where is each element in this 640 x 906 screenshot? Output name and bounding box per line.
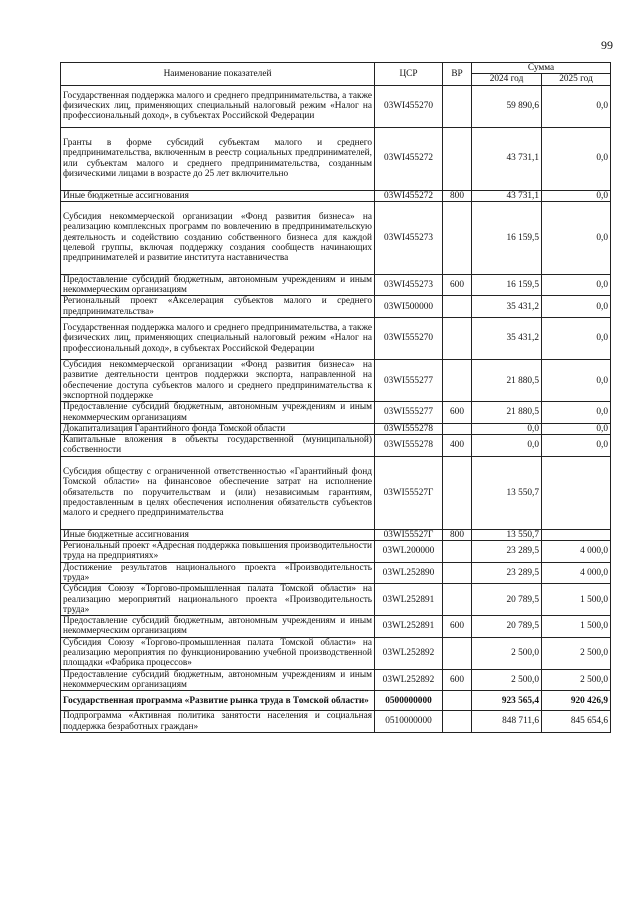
row-name: Субсидия некоммерческой организации «Фонд развития бизнеса» на развитие деятельности центров поддержки экспорта, направленной на обеспечение доступа субъектов малого и среднего предпринимательства к экспортной поддержке (61, 360, 375, 402)
row-sum-2025: 1 500,0 (542, 616, 611, 638)
table-row (61, 691, 611, 711)
row-vr: 600 (443, 669, 472, 691)
row-vr: 600 (443, 274, 472, 296)
page-number: 99 (601, 38, 613, 52)
table-row (61, 541, 611, 563)
table-row (61, 637, 611, 669)
row-sum-2025: 0,0 (542, 274, 611, 296)
row-vr: 400 (443, 435, 472, 457)
row-vr (443, 318, 472, 360)
row-vr (443, 691, 472, 711)
table-row (61, 616, 611, 638)
row-sum-2024: 848 711,6 (472, 711, 542, 733)
row-sum-2025: 4 000,0 (542, 562, 611, 584)
row-csr: 03WI55527Г (375, 456, 443, 529)
row-csr: 03WI555278 (375, 423, 443, 434)
row-vr (443, 201, 472, 274)
row-vr (443, 296, 472, 318)
row-name: Предоставление субсидий бюджетным, автономным учреждениям и иным некоммерческим организациям (61, 669, 375, 691)
table-row (61, 435, 611, 457)
row-csr: 03WI455270 (375, 85, 443, 127)
header-year-2024: 2024 год (472, 74, 542, 85)
row-sum-2025: 0,0 (542, 402, 611, 424)
row-name: Региональный проект «Адресная поддержка повышения производительности труда на предприятиях» (61, 541, 375, 563)
row-vr: 600 (443, 402, 472, 424)
row-sum-2025: 4 000,0 (542, 541, 611, 563)
row-sum-2024: 0,0 (472, 423, 542, 434)
row-csr: 03WL252891 (375, 584, 443, 616)
row-name: Региональный проект «Акселерация субъектов малого и среднего предпринимательства» (61, 296, 375, 318)
row-vr (443, 584, 472, 616)
row-name: Предоставление субсидий бюджетным, автономным учреждениям и иным некоммерческим организациям (61, 402, 375, 424)
row-sum-2024: 43 731,1 (472, 127, 542, 190)
row-sum-2025: 0,0 (542, 360, 611, 402)
table-row (61, 296, 611, 318)
row-csr: 03WI500000 (375, 296, 443, 318)
table-row (61, 711, 611, 733)
table-row (61, 456, 611, 529)
header-csr: ЦСР (375, 63, 443, 86)
table-row (61, 190, 611, 201)
row-name: Докапитализация Гарантийного фонда Томской области (61, 423, 375, 434)
table-row (61, 274, 611, 296)
row-vr (443, 456, 472, 529)
row-name: Государственная поддержка малого и среднего предпринимательства, а также физических лиц, применяющих специальный налоговый режим «Налог на профессиональный доход», в субъектах Российской Федерации (61, 85, 375, 127)
row-csr: 03WL252891 (375, 616, 443, 638)
row-sum-2025 (542, 456, 611, 529)
row-csr: 03WI55527Г (375, 529, 443, 540)
row-sum-2024: 923 565,4 (472, 691, 542, 711)
row-sum-2024: 20 789,5 (472, 616, 542, 638)
budget-table (60, 62, 611, 733)
row-sum-2024: 21 880,5 (472, 402, 542, 424)
row-name: Субсидия некоммерческой организации «Фонд развития бизнеса» на реализацию комплексных программ по вовлечению в предпринимательскую деятельность и содействию созданию собственного бизнеса для каждой целевой группы, включая поддержку создания сообществ начинающих предпринимателей и развитие института наставничества (61, 201, 375, 274)
row-sum-2025: 0,0 (542, 201, 611, 274)
row-sum-2025: 0,0 (542, 318, 611, 360)
row-name: Государственная поддержка малого и среднего предпринимательства, а также физических лиц, применяющих специальный налоговый режим «Налог на профессиональный доход», в субъектах Российской Федерации (61, 318, 375, 360)
row-csr: 03WI455273 (375, 201, 443, 274)
row-vr: 800 (443, 529, 472, 540)
row-csr: 03WI555270 (375, 318, 443, 360)
row-sum-2024: 0,0 (472, 435, 542, 457)
row-vr (443, 562, 472, 584)
table-row (61, 669, 611, 691)
row-sum-2025: 2 500,0 (542, 637, 611, 669)
header-vr: ВР (443, 63, 472, 86)
table-row (61, 562, 611, 584)
row-vr (443, 541, 472, 563)
row-csr: 03WI455272 (375, 190, 443, 201)
row-sum-2025: 0,0 (542, 85, 611, 127)
row-sum-2024: 59 890,6 (472, 85, 542, 127)
row-sum-2025: 0,0 (542, 296, 611, 318)
row-sum-2024: 23 289,5 (472, 562, 542, 584)
row-csr: 0500000000 (375, 691, 443, 711)
table-row (61, 402, 611, 424)
row-vr (443, 423, 472, 434)
row-sum-2024: 35 431,2 (472, 318, 542, 360)
row-sum-2024: 2 500,0 (472, 669, 542, 691)
row-name: Иные бюджетные ассигнования (61, 529, 375, 540)
header-sum: Сумма (472, 63, 611, 74)
row-name: Достижение результатов национального проекта «Производительность труда» (61, 562, 375, 584)
row-sum-2024: 23 289,5 (472, 541, 542, 563)
row-name: Субсидия Союзу «Торгово-промышленная палата Томской области» на реализацию мероприятий национального проекта «Производительность труда» (61, 584, 375, 616)
table-row (61, 85, 611, 127)
row-csr: 03WL252892 (375, 637, 443, 669)
row-sum-2025: 845 654,6 (542, 711, 611, 733)
row-sum-2024: 43 731,1 (472, 190, 542, 201)
row-csr: 03WI455273 (375, 274, 443, 296)
row-sum-2025: 0,0 (542, 127, 611, 190)
row-sum-2024: 13 550,7 (472, 529, 542, 540)
row-sum-2024: 2 500,0 (472, 637, 542, 669)
row-sum-2025: 0,0 (542, 423, 611, 434)
row-csr: 03WL200000 (375, 541, 443, 563)
row-name: Предоставление субсидий бюджетным, автономным учреждениям и иным некоммерческим организациям (61, 274, 375, 296)
row-name: Предоставление субсидий бюджетным, автономным учреждениям и иным некоммерческим организациям (61, 616, 375, 638)
table-row (61, 127, 611, 190)
row-name: Гранты в форме субсидий субъектам малого и среднего предпринимательства, включенным в реестр социальных предпринимателей, или субъектам малого и среднего предпринимательства, созданным физическими лицами в возрасте до 25 лет включительно (61, 127, 375, 190)
table-row (61, 423, 611, 434)
row-vr (443, 360, 472, 402)
row-name: Субсидия Союзу «Торгово-промышленная палата Томской области» на реализацию мероприятия по функционированию учебной производственной площадки «Фабрика процессов» (61, 637, 375, 669)
row-name: Государственная программа «Развитие рынка труда в Томской области» (61, 691, 375, 711)
row-csr: 03WI555277 (375, 360, 443, 402)
row-csr: 03WL252890 (375, 562, 443, 584)
row-sum-2024: 13 550,7 (472, 456, 542, 529)
row-csr: 03WI455272 (375, 127, 443, 190)
row-vr: 600 (443, 616, 472, 638)
row-vr (443, 711, 472, 733)
row-name: Подпрограмма «Активная политика занятости населения и социальная поддержка безработных граждан» (61, 711, 375, 733)
header-name: Наименование показателей (61, 63, 375, 86)
table-row (61, 529, 611, 540)
row-sum-2025: 1 500,0 (542, 584, 611, 616)
table-row (61, 584, 611, 616)
table-row (61, 201, 611, 274)
row-sum-2025: 2 500,0 (542, 669, 611, 691)
row-sum-2024: 20 789,5 (472, 584, 542, 616)
row-sum-2024: 21 880,5 (472, 360, 542, 402)
row-csr: 03WI555277 (375, 402, 443, 424)
header-year-2025: 2025 год (542, 74, 611, 85)
row-sum-2025: 920 426,9 (542, 691, 611, 711)
row-sum-2024: 35 431,2 (472, 296, 542, 318)
header-row-1 (61, 63, 611, 74)
row-csr: 03WL252892 (375, 669, 443, 691)
row-name: Капитальные вложения в объекты государственной (муниципальной) собственности (61, 435, 375, 457)
row-vr (443, 85, 472, 127)
row-csr: 03WI555278 (375, 435, 443, 457)
row-sum-2025: 0,0 (542, 190, 611, 201)
row-vr: 800 (443, 190, 472, 201)
row-name: Субсидия обществу с ограниченной ответственностью «Гарантийный фонд Томской области» на финансовое обеспечение затрат на исполнение обязательств по поручительствам и (или) независимым гарантиям, предоставленным в целях обеспечения исполнения обязательств субъектов малого и среднего предпринимательства (61, 456, 375, 529)
row-csr: 0510000000 (375, 711, 443, 733)
row-sum-2024: 16 159,5 (472, 201, 542, 274)
row-vr (443, 127, 472, 190)
row-vr (443, 637, 472, 669)
row-sum-2025 (542, 529, 611, 540)
table-row (61, 318, 611, 360)
row-sum-2025: 0,0 (542, 435, 611, 457)
table-row (61, 360, 611, 402)
row-sum-2024: 16 159,5 (472, 274, 542, 296)
row-name: Иные бюджетные ассигнования (61, 190, 375, 201)
